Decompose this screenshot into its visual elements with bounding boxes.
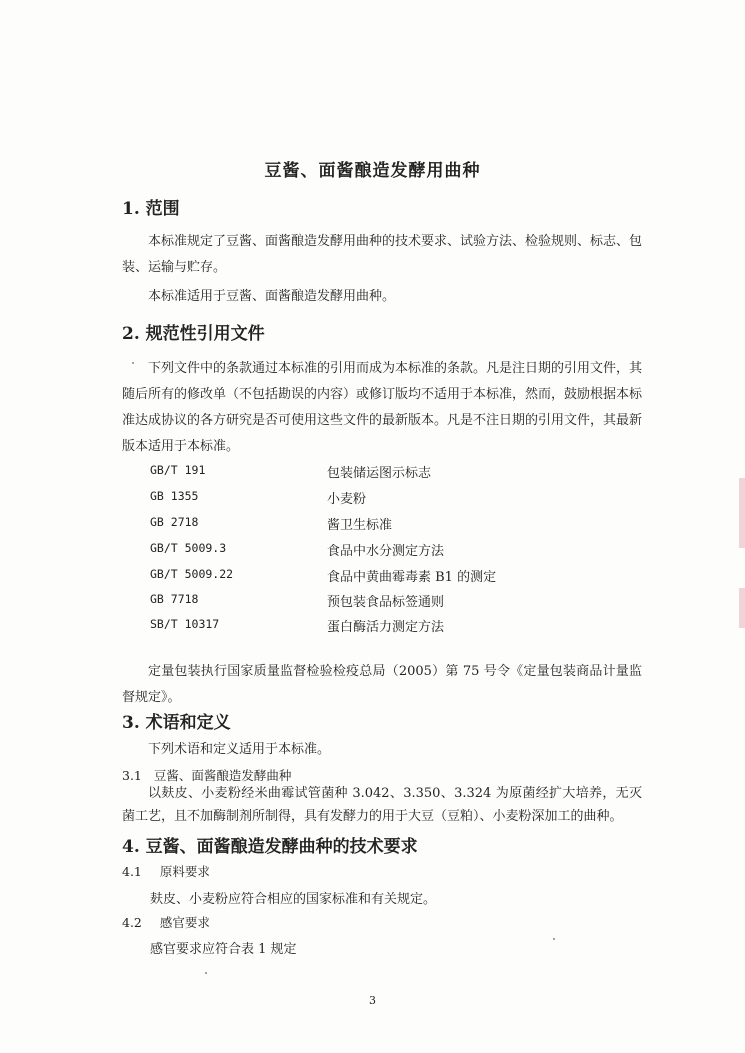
scan-speck xyxy=(205,972,207,974)
reference-title: 预包装食品标签通则 xyxy=(327,595,445,610)
reference-title: 食品中水分测定方法 xyxy=(327,544,445,559)
metrology-paragraph: 定量包装执行国家质量监督检验检疫总局（2005）第 75 号令《定量包装商品计量监督规定》。 xyxy=(122,664,642,705)
terms-intro: 下列术语和定义适用于本标准。 xyxy=(148,742,331,757)
scan-edge-mark xyxy=(739,478,745,548)
references-paragraph: 下列文件中的条款通过本标准的引用而成为本标准的条款。凡是注日期的引用文件，其随后所有的修改单（不包括勘误的内容）或修订版均不适用于本标准，然而，鼓励根据本标准达成协议的各方研究是否可使用这些文件的最新版本。凡是不注日期的引用文件，其最新版本适用于本标准。 xyxy=(122,361,643,454)
reference-code: GB 2718 xyxy=(150,515,199,529)
page-number: 3 xyxy=(369,994,376,1007)
section-heading-technical-requirements: 4. 豆酱、面酱酿造发酵曲种的技术要求 xyxy=(122,837,418,857)
reference-code: GB/T 191 xyxy=(150,463,206,477)
clause-sensory-text: 感官要求应符合表 1 规定 xyxy=(150,942,297,957)
clause-label: 感官要求 xyxy=(159,915,210,930)
reference-code: GB/T 5009.3 xyxy=(150,541,227,555)
section-heading-terms: 3. 术语和定义 xyxy=(122,713,231,733)
reference-code: GB 7718 xyxy=(150,592,199,606)
reference-title: 食品中黄曲霉毒素 B1 的测定 xyxy=(327,570,497,585)
scope-paragraph-1: 本标准规定了豆酱、面酱酿造发酵用曲种的技术要求、试验方法、检验规则、标志、包装、运输与贮存。 xyxy=(122,234,643,275)
clause-label: 原料要求 xyxy=(159,864,210,879)
clause-raw-materials-text: 麸皮、小麦粉应符合相应的国家标准和有关规定。 xyxy=(150,892,437,907)
reference-title: 酱卫生标准 xyxy=(327,518,393,533)
clause-number: 4.2 xyxy=(122,915,142,930)
term-number: 3.1 xyxy=(122,768,142,783)
clause-raw-materials xyxy=(122,862,210,880)
reference-code: GB/T 5009.22 xyxy=(150,567,234,581)
scan-edge-mark xyxy=(739,588,745,628)
reference-code: SB/T 10317 xyxy=(150,617,220,631)
reference-title: 包装储运图示标志 xyxy=(327,466,432,481)
term-name: 豆酱、面酱酿造发酵曲种 xyxy=(153,768,292,783)
reference-code: GB 1355 xyxy=(150,489,199,503)
clause-number: 4.1 xyxy=(122,864,142,879)
reference-title: 小麦粉 xyxy=(327,492,367,507)
section-heading-normative-references: 2. 规范性引用文件 xyxy=(122,324,265,344)
section-heading-scope: 1. 范围 xyxy=(122,199,180,219)
clause-sensory xyxy=(122,913,210,931)
scan-speck xyxy=(132,362,134,364)
scan-speck xyxy=(553,938,555,940)
term-definition: 以麸皮、小麦粉经米曲霉试管菌种 3.042、3.350、3.324 为原菌经扩大培养，无灭菌工艺，且不加酶制剂所制得，具有发酵力的用于大豆（豆粕）、小麦粉深加工的曲种。 xyxy=(122,786,642,824)
document-title: 豆酱、面酱酿造发酵用曲种 xyxy=(264,161,481,181)
reference-title: 蛋白酶活力测定方法 xyxy=(327,620,445,635)
scope-paragraph-2: 本标准适用于豆酱、面酱酿造发酵用曲种。 xyxy=(148,289,396,304)
